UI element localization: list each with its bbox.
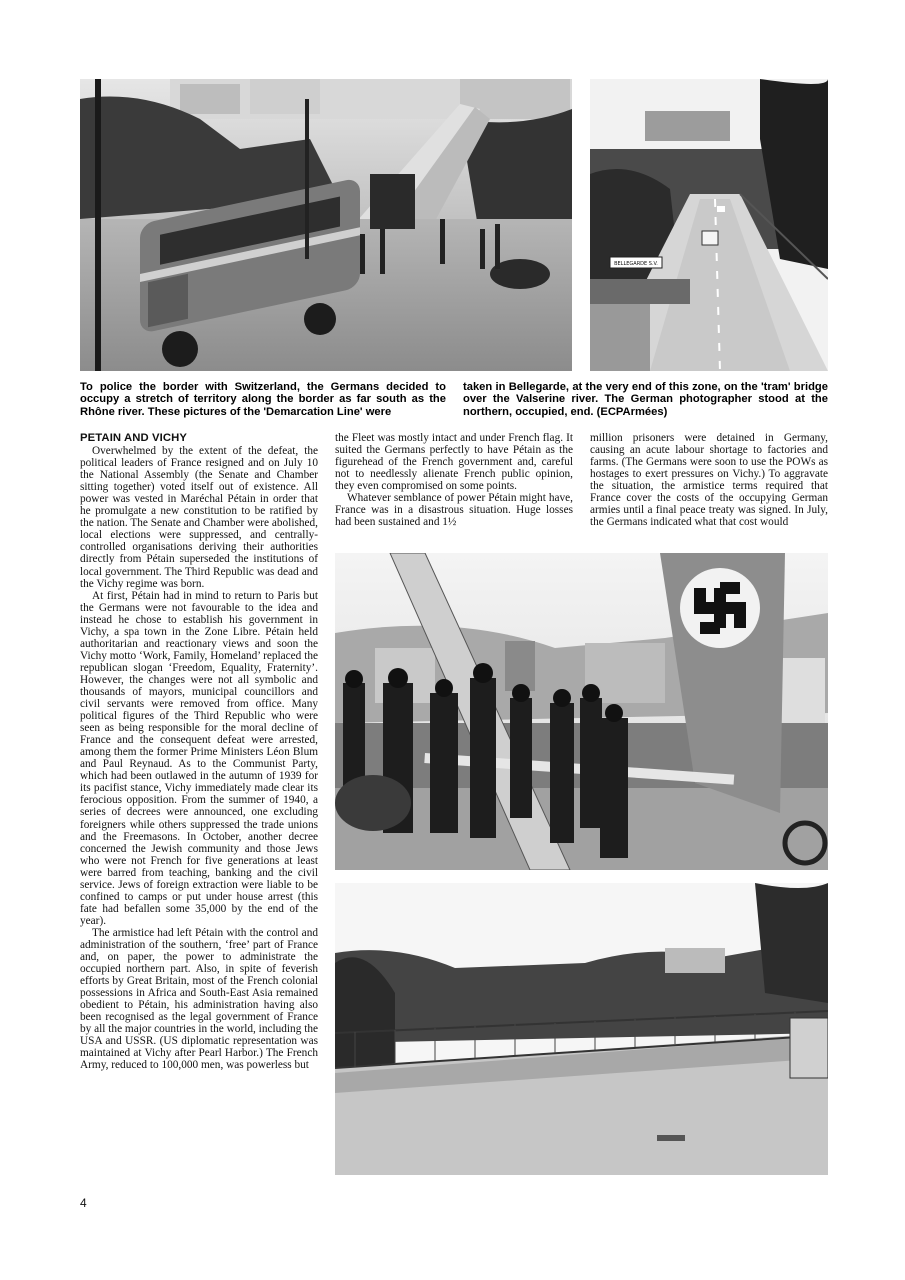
paragraph: the Fleet was mostly intact and under French flag. It suited the Germans perfectly to have Pétain as the figurehead of the French government and, careful not to needlessly alienate French public opinion, they even compromised on some points. <box>335 432 573 493</box>
paragraph: million prisoners were detained in Germany, causing an acute labour shortage to factories and farms. (The Germans were soon to use the POWs as hostages to exert pressures on Vichy.) To aggravate the situation, the armistice terms required that France cover the costs of the occupying German armies until a final peace treaty was signed. In July, the Germans indicated what that cost would <box>590 432 828 529</box>
article-heading: PETAIN AND VICHY <box>80 432 188 444</box>
photo-bridge-today <box>335 883 828 1175</box>
bridge-sign-text: BELLEGARDE S.V. <box>614 261 658 267</box>
paragraph: Overwhelmed by the extent of the defeat, the political leaders of France resigned and on July 10 the National Assembly (the Senate and Chamber sitting together) voted itself out of existence. All power was vested in Maréchal Pétain in order that he promulgate a new constitution to be ratified by the nation. The Senate and Chamber were abolished, local elections were suppressed, and centrally-controlled organisations deriving their authorities directly from Pétain superseded the institutions of local government. The Third Republic was dead and the Vichy regime was born. <box>80 445 318 590</box>
paragraph: At first, Pétain had in mind to return to Paris but the Germans were not favourable to the idea and instead he chose to establish his government in Vichy, a spa town in the Zone Libre. Pétain held authoritarian and reactionary views and soon the Vichy motto ‘Work, Family, Homeland’ replaced the republican slogan ‘Freedom, Equality, Fraternity’. However, the changes were not all symbolic and thousands of mayors, municipal councillors and civil servants were removed from office. Many political figures of the Third Republic who were seen as being responsible for the moral decline of France and the consequent defeat were arrested, among them the former Prime Ministers Léon Blum and Paul Reynaud. As to the Communist Party, which had been outlawed in the autumn of 1939 for its pacifist stance, Vichy immediately made clear its ferocious opposition. From the summer of 1940, a series of decrees were announced, one excluding foreigners while others suppressed the trade unions and the Freemasons. In October, another decree concerned the Jewish community and those Jews who were not French for five generations at least were barred from teaching, banking and the civil service. Jews of foreign extraction were liable to be confined to camps or put under house arrest (this fate had befallen some 35,000 by the end of the year). <box>80 589 318 927</box>
caption-right: taken in Bellegarde, at the very end of this zone, on the 'tram' bridge over the Valserine river. The German photographer stood at the northern, occupied, end. (ECPArmées) <box>463 381 828 418</box>
paragraph: The armistice had left Pétain with the control and administration of the southern, ‘free’ part of France and, on paper, the power to administrate the occupied northern part. Also, in spite of feverish efforts by Great Britain, most of the French colonial possessions in Africa and South-East Asia remained obedient to Pétain, his administration having also been recognised as the legal government of France by all the major countries in the world, including the USA and USSR. (US diplomatic representation was maintained at Vichy after Pearl Harbor.) The French Army, reduced to 100,000 men, was powerless but <box>80 926 318 1072</box>
photo-checkpoint-1940 <box>335 553 828 870</box>
article-column-1 <box>80 432 318 1071</box>
article-column-3 <box>590 432 828 528</box>
photo-bus-at-bridge <box>80 79 572 371</box>
photo-modern-bridge <box>590 79 828 371</box>
paragraph: Whatever semblance of power Pétain might have, France was in a disastrous situation. Huge losses had been sustained and 1½ <box>335 492 573 529</box>
caption-left: To police the border with Switzerland, the Germans decided to occupy a stretch of territory along the border as far south as the Rhône river. These pictures of the 'Demarcation Line' were <box>80 381 446 418</box>
page-number: 4 <box>80 1196 87 1210</box>
article-column-2 <box>335 432 573 528</box>
